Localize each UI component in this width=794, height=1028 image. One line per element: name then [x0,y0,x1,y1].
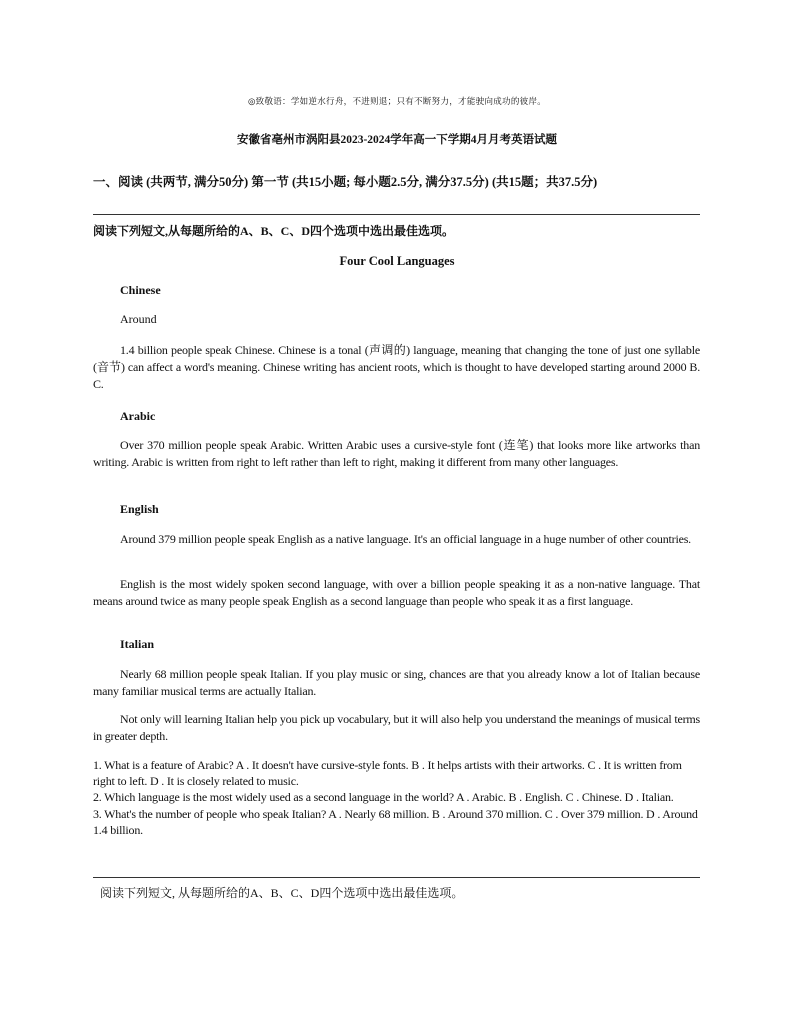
passage-title: Four Cool Languages [339,254,455,268]
heading-chinese: Chinese [120,283,161,297]
heading-english: English [120,502,159,516]
question-list [93,757,700,838]
paragraph-chinese: 1.4 billion people speak Chinese. Chinese is a tonal (声调的) language, meaning that changing the tone of just one syllable (音节) can affect a word's meaning. Chinese writing has ancient roots, which is thought to have developed starting around 2000 B. C. [93,343,700,391]
header-motto: ◎致敬语：学如逆水行舟，不进则退；只有不断努力，才能驶向成功的彼岸。 [247,97,547,107]
exam-title: 安徽省亳州市涡阳县2023-2024学年高一下学期4月月考英语试题 [236,134,558,146]
divider-line [93,877,700,878]
passage-instruction: 阅读下列短文,从每题所给的A、B、C、D四个选项中选出最佳选项。 [93,224,455,238]
paragraph-arabic: Over 370 million people speak Arabic. Written Arabic uses a cursive-style font (连笔) that looks more like artworks than writing. Arabic is written from right to left rather than left to right, making it different from many other languages. [93,438,700,469]
paragraph-english-2: English is the most widely spoken second language, with over a billion people speaking it as a non-native language. That means around twice as many people speak English as a second language than people who speak it as a first language. [93,577,700,608]
next-passage-instruction: 阅读下列短文, 从每题所给的A、B、C、D四个选项中选出最佳选项。 [100,886,464,900]
paragraph-italian-2: Not only will learning Italian help you pick up vocabulary, but it will also help you understand the meanings of musical terms in greater depth. [93,712,700,743]
heading-italian: Italian [120,637,155,651]
paragraph-italian-1: Nearly 68 million people speak Italian. If you play music or sing, chances are that you already know a lot of Italian because many familiar musical terms are actually Italian. [93,667,700,698]
chinese-around: Around [120,312,157,326]
question-item: 3. What's the number of people who speak Italian? A . Nearly 68 million. B . Around 370 million. C . Over 379 million. D . Around 1.4 billion. [93,806,698,837]
question-item: 1. What is a feature of Arabic? A . It doesn't have cursive-style fonts. B . It helps artists with their artworks. C . It is written from right to left. D . It is closely related to music. [93,758,682,789]
paragraph-english-1: Around 379 million people speak English as a native language. It's an official language in a huge number of other countries. [120,532,691,546]
divider-line [93,214,700,215]
question-item: 2. Which language is the most widely used as a second language in the world? A . Arabic. B . English. C . Chinese. D . Italian. [93,790,674,805]
section-heading: 一、阅读 (共两节, 满分50分) 第一节 (共15小题; 每小题2.5分, 满分37.5分) (共15题；共37.5分) [93,175,598,189]
heading-arabic: Arabic [120,409,156,423]
